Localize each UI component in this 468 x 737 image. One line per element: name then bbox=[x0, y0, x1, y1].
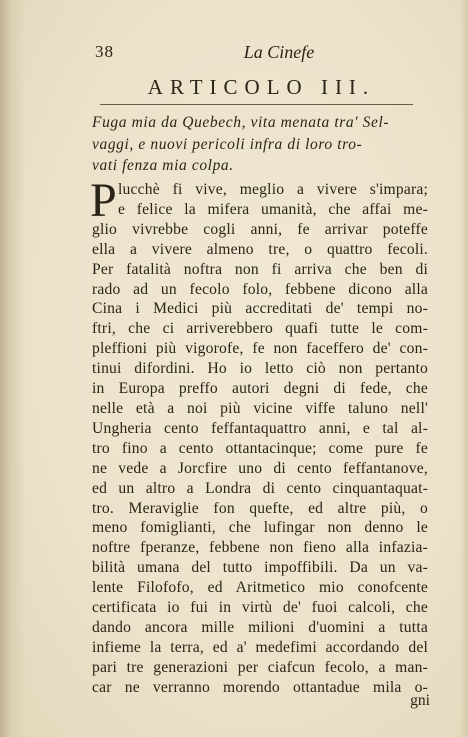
body-line: Ungheria cento feffantaquattro anni, e tal al- bbox=[92, 419, 428, 437]
body-line: Cina i Medici più accreditati de' tempi no- bbox=[92, 300, 428, 318]
page-edge-shadow bbox=[460, 0, 468, 737]
body-text bbox=[90, 174, 428, 698]
gutter-shadow bbox=[0, 0, 26, 737]
body-line: meno fomiglianti, che lufingar non denno le bbox=[92, 519, 428, 537]
drop-cap: P bbox=[90, 174, 117, 227]
body-line: ed un altro a Londra di cento cinquantaquat- bbox=[92, 479, 428, 497]
catchword: gni bbox=[410, 692, 430, 709]
running-title: La Cinefe bbox=[243, 42, 315, 62]
body-line: ne vede a Jorcfire uno di cento feffantanove, bbox=[92, 459, 428, 477]
body-line: tro. Meraviglie fon quefte, ed altre più, o bbox=[92, 499, 428, 517]
title-rule bbox=[100, 104, 413, 105]
body-line: tro fino a cento ottantacinque; come pure fe bbox=[92, 439, 428, 457]
body-line: lente Filofofo, ed Aritmetico mio conofcente bbox=[92, 579, 428, 597]
body-line: dando ancora mille milioni d'uomini a tutta bbox=[92, 618, 428, 636]
body-line: e felice la mifera umanità, che affai me- bbox=[118, 200, 428, 218]
page-header bbox=[95, 42, 428, 68]
body-line: pleffioni più vigorofe, fe non faceffero de' con- bbox=[92, 340, 428, 358]
body-line: ella a vivere almeno tre, o quattro fecoli. bbox=[92, 240, 428, 258]
body-line: rado ad un fecolo folo, febbene dicono alla bbox=[92, 280, 428, 298]
body-line: certificata io fui in virtù de' fuoi calcoli, che bbox=[92, 599, 428, 617]
body-line: nelle età a noi più vicine viffe taluno nell' bbox=[92, 399, 428, 417]
summary-line: vati fenza mia colpa. bbox=[92, 157, 234, 174]
article-title: ARTICOLO III. bbox=[147, 75, 376, 99]
page-number: 38 bbox=[95, 42, 114, 61]
body-line: pari tre generazioni per ciafcun fecolo, a man- bbox=[92, 658, 428, 676]
body-line: car ne verranno morendo ottantadue mila o- bbox=[92, 678, 428, 696]
body-line: glio vivrebbe cogli anni, fe arrivar poteffe bbox=[92, 220, 428, 238]
chapter-summary bbox=[92, 112, 426, 177]
body-line: Per fatalità noftra non fi arriva che ben di bbox=[92, 260, 428, 278]
body-line: in Europa preffo autori degni di fede, che bbox=[92, 380, 428, 398]
summary-line: vaggi, e nuovi pericoli infra di loro tro- bbox=[92, 135, 363, 153]
body-line: ftri, che ci arriverebbero quafi tutte le com- bbox=[92, 320, 428, 338]
body-line: infieme la terra, ed a' medefimi accordando del bbox=[92, 638, 428, 656]
body-line: bilità umana del tutto impoffibili. Da un va- bbox=[92, 559, 428, 577]
summary-line: Fuga mia da Quebech, vita menata tra' Sel- bbox=[92, 114, 390, 131]
body-line: tinui difordini. Ho io letto ciò non pertanto bbox=[92, 360, 428, 378]
body-line: lucchè fi vive, meglio a vivere s'impara; bbox=[118, 181, 428, 198]
body-line: noftre fperanze, febbene non fieno alla infazia- bbox=[92, 539, 428, 557]
